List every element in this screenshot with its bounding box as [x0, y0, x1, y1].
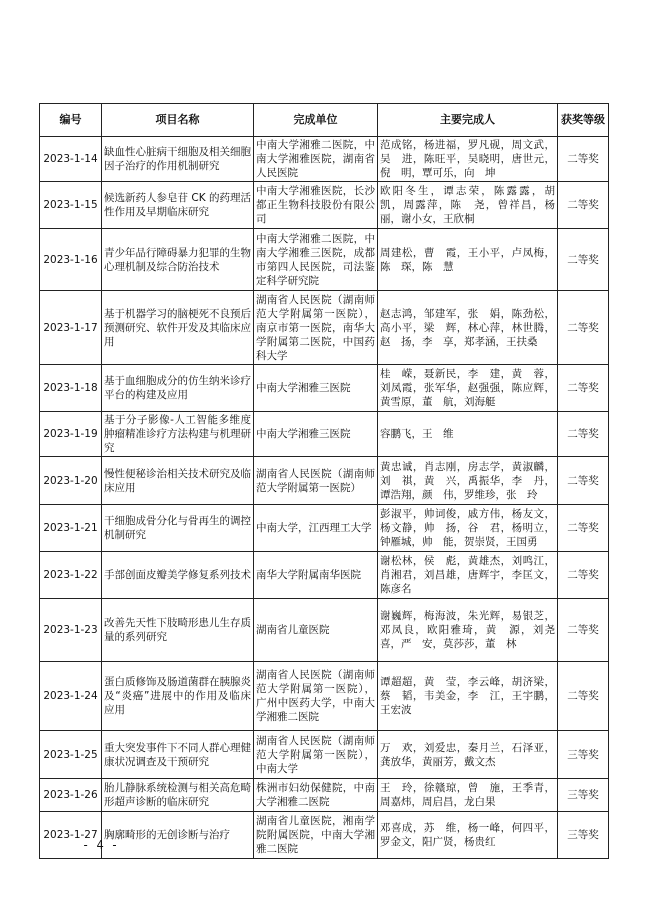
header-level: 获奖等级 — [558, 104, 609, 137]
header-no: 编号 — [40, 104, 102, 137]
header-project-name: 项目名称 — [102, 104, 254, 137]
cell-unit: 中南大学湘雅三医院 — [254, 412, 378, 457]
cell-project-name: 候选新药人参皂苷 CK 的药理活性作用及早期临床研究 — [102, 182, 254, 229]
cell-unit: 南华大学附属南华医院 — [254, 552, 378, 599]
cell-project-name: 胎儿静脉系统检测与相关高危畸形超声诊断的临床研究 — [102, 779, 254, 812]
cell-unit: 湖南省儿童医院，湘南学院附属医院，中南大学湘雅二医院 — [254, 812, 378, 859]
cell-project-name: 手部创面皮瓣美学修复系列技术 — [102, 552, 254, 599]
cell-level: 二等奖 — [558, 229, 609, 291]
cell-no: 2023-1-27 — [40, 812, 102, 859]
cell-unit: 中南大学湘雅三医院 — [254, 365, 378, 412]
cell-unit: 中南大学湘雅二医院，中南大学湘雅三医院，成都市第四人民医院，司法鉴定科学研究院 — [254, 229, 378, 291]
table-row — [40, 812, 609, 859]
header-unit: 完成单位 — [254, 104, 378, 137]
cell-no: 2023-1-23 — [40, 599, 102, 662]
cell-unit: 湖南省人民医院（湖南师范大学附属第一医院） — [254, 457, 378, 505]
table-row — [40, 137, 609, 182]
cell-project-name: 基于机器学习的脑梗死不良预后预测研究、软件开发及其临床应用 — [102, 291, 254, 365]
cell-level: 二等奖 — [558, 599, 609, 662]
table-row — [40, 412, 609, 457]
cell-level: 三等奖 — [558, 812, 609, 859]
cell-people: 周建松，曹 霞，王小平，卢凤梅，陈 琛，陈 慧 — [378, 229, 558, 291]
cell-people: 万 欢，刘爱忠，秦月兰，石泽亚，龚放华，黄丽芳，戴文杰 — [378, 731, 558, 779]
table-row — [40, 662, 609, 731]
cell-project-name: 基于分子影像-人工智能多维度肿瘤精准诊疗方法构建与机理研究 — [102, 412, 254, 457]
cell-no: 2023-1-25 — [40, 731, 102, 779]
cell-project-name: 缺血性心脏病干细胞及相关细胞因子治疗的作用机制研究 — [102, 137, 254, 182]
cell-project-name: 慢性便秘诊治相关技术研究及临床应用 — [102, 457, 254, 505]
table-row — [40, 731, 609, 779]
cell-no: 2023-1-16 — [40, 229, 102, 291]
cell-no: 2023-1-22 — [40, 552, 102, 599]
cell-level: 二等奖 — [558, 291, 609, 365]
cell-level: 二等奖 — [558, 182, 609, 229]
cell-project-name: 改善先天性下肢畸形患儿生存质量的系列研究 — [102, 599, 254, 662]
cell-people: 欧阳冬生，谭志荣，陈露露，胡 凯，周露萍，陈 尧，曾祥昌，杨 丽，谢小女，王欣桐 — [378, 182, 558, 229]
cell-no: 2023-1-26 — [40, 779, 102, 812]
table-row — [40, 505, 609, 552]
cell-level: 二等奖 — [558, 457, 609, 505]
cell-people: 容鹏飞，王 维 — [378, 412, 558, 457]
cell-people: 赵志鸿，邹建军，张 娟，陈劲松，高小平，梁 辉，林心萍，林世腾，赵 扬，李 享，郑孝涵，王扶桑 — [378, 291, 558, 365]
cell-unit: 湖南省人民医院（湖南师范大学附属第一医院），广州中医药大学，中南大学湘雅二医院 — [254, 662, 378, 731]
cell-no: 2023-1-21 — [40, 505, 102, 552]
cell-level: 二等奖 — [558, 552, 609, 599]
cell-unit: 株洲市妇幼保健院，中南大学湘雅二医院 — [254, 779, 378, 812]
cell-unit: 湖南省人民医院（湖南师范大学附属第一医院），中南大学 — [254, 731, 378, 779]
cell-people: 邓喜成，苏 维，杨一峰，何四平，罗金文，阳广贤，杨贵红 — [378, 812, 558, 859]
cell-level: 二等奖 — [558, 365, 609, 412]
table-row — [40, 182, 609, 229]
cell-unit: 湖南省儿童医院 — [254, 599, 378, 662]
table-row — [40, 229, 609, 291]
table-row — [40, 457, 609, 505]
cell-people: 彭淑平，帅词俊，戚方伟，杨友文，杨文静，帅 扬，谷 君，杨明立，钟雁城，帅 能，贺崇贤，王国勇 — [378, 505, 558, 552]
cell-level: 二等奖 — [558, 505, 609, 552]
cell-project-name: 胸廓畸形的无创诊断与治疗 — [102, 812, 254, 859]
cell-no: 2023-1-14 — [40, 137, 102, 182]
cell-project-name: 重大突发事件下不同人群心理健康状况调查及干预研究 — [102, 731, 254, 779]
cell-people: 桂 嵘，聂新民，李 建，黄 蓉，刘凤霞，张军华，赵强强，陈应辉，黄雪原，董 航，刘海艇 — [378, 365, 558, 412]
cell-people: 谭超超，黄 莹，李云峰，胡济梁，蔡 韬，韦美金，李 江，王宇鹏，王宏波 — [378, 662, 558, 731]
cell-level: 三等奖 — [558, 731, 609, 779]
table-row — [40, 365, 609, 412]
cell-unit: 中南大学湘雅二医院，中南大学湘雅医院，湖南省人民医院 — [254, 137, 378, 182]
table-row — [40, 552, 609, 599]
cell-people: 黄忠诚，肖志刚，房志学，黄淑麟，刘 祺，黄 兴，禹振华，李 丹，谭浩翔，颜 伟，罗维珍，张 玲 — [378, 457, 558, 505]
cell-level: 二等奖 — [558, 137, 609, 182]
cell-unit: 中南大学，江西理工大学 — [254, 505, 378, 552]
cell-people: 谢松林，侯 彪，黄雄杰，刘鸣江，肖湘君，刘昌雄，唐辉宇，李匡文，陈彦名 — [378, 552, 558, 599]
page-number: - 4 - — [82, 838, 119, 852]
cell-no: 2023-1-15 — [40, 182, 102, 229]
cell-no: 2023-1-17 — [40, 291, 102, 365]
cell-no: 2023-1-19 — [40, 412, 102, 457]
awards-table — [39, 103, 609, 859]
cell-no: 2023-1-20 — [40, 457, 102, 505]
cell-project-name: 青少年品行障碍暴力犯罪的生物心理机制及综合防治技术 — [102, 229, 254, 291]
table-row — [40, 291, 609, 365]
table-row — [40, 599, 609, 662]
cell-unit: 中南大学湘雅医院，长沙都正生物科技股份有限公司 — [254, 182, 378, 229]
cell-level: 二等奖 — [558, 412, 609, 457]
cell-no: 2023-1-24 — [40, 662, 102, 731]
cell-people: 范成铭，杨进福，罗凡砚，周文武，吴 进，陈旺平，吴晓明，唐世元，倪 明，覃可乐，向 坤 — [378, 137, 558, 182]
table-row — [40, 779, 609, 812]
cell-no: 2023-1-18 — [40, 365, 102, 412]
cell-level: 三等奖 — [558, 779, 609, 812]
cell-project-name: 干细胞成骨分化与骨再生的调控机制研究 — [102, 505, 254, 552]
cell-level: 二等奖 — [558, 662, 609, 731]
cell-unit: 湖南省人民医院（湖南师范大学附属第一医院），南京市第一医院，南华大学附属第二医院，中国药科大学 — [254, 291, 378, 365]
header-people: 主要完成人 — [378, 104, 558, 137]
table-header-row — [40, 104, 609, 137]
cell-people: 谢巍辉，梅海波，朱光辉，易银芝，邓凤良，欧阳雅琦，黄 源，刘尧喜，严 安，莫莎莎，董 林 — [378, 599, 558, 662]
cell-project-name: 蛋白质修饰及肠道菌群在胰腺炎及“炎癌”进展中的作用及临床应用 — [102, 662, 254, 731]
cell-project-name: 基于血细胞成分的仿生纳米诊疗平台的构建及应用 — [102, 365, 254, 412]
cell-people: 王 玲，徐赣琼，曾 施，王季青，周嘉炜，周启昌，龙白果 — [378, 779, 558, 812]
